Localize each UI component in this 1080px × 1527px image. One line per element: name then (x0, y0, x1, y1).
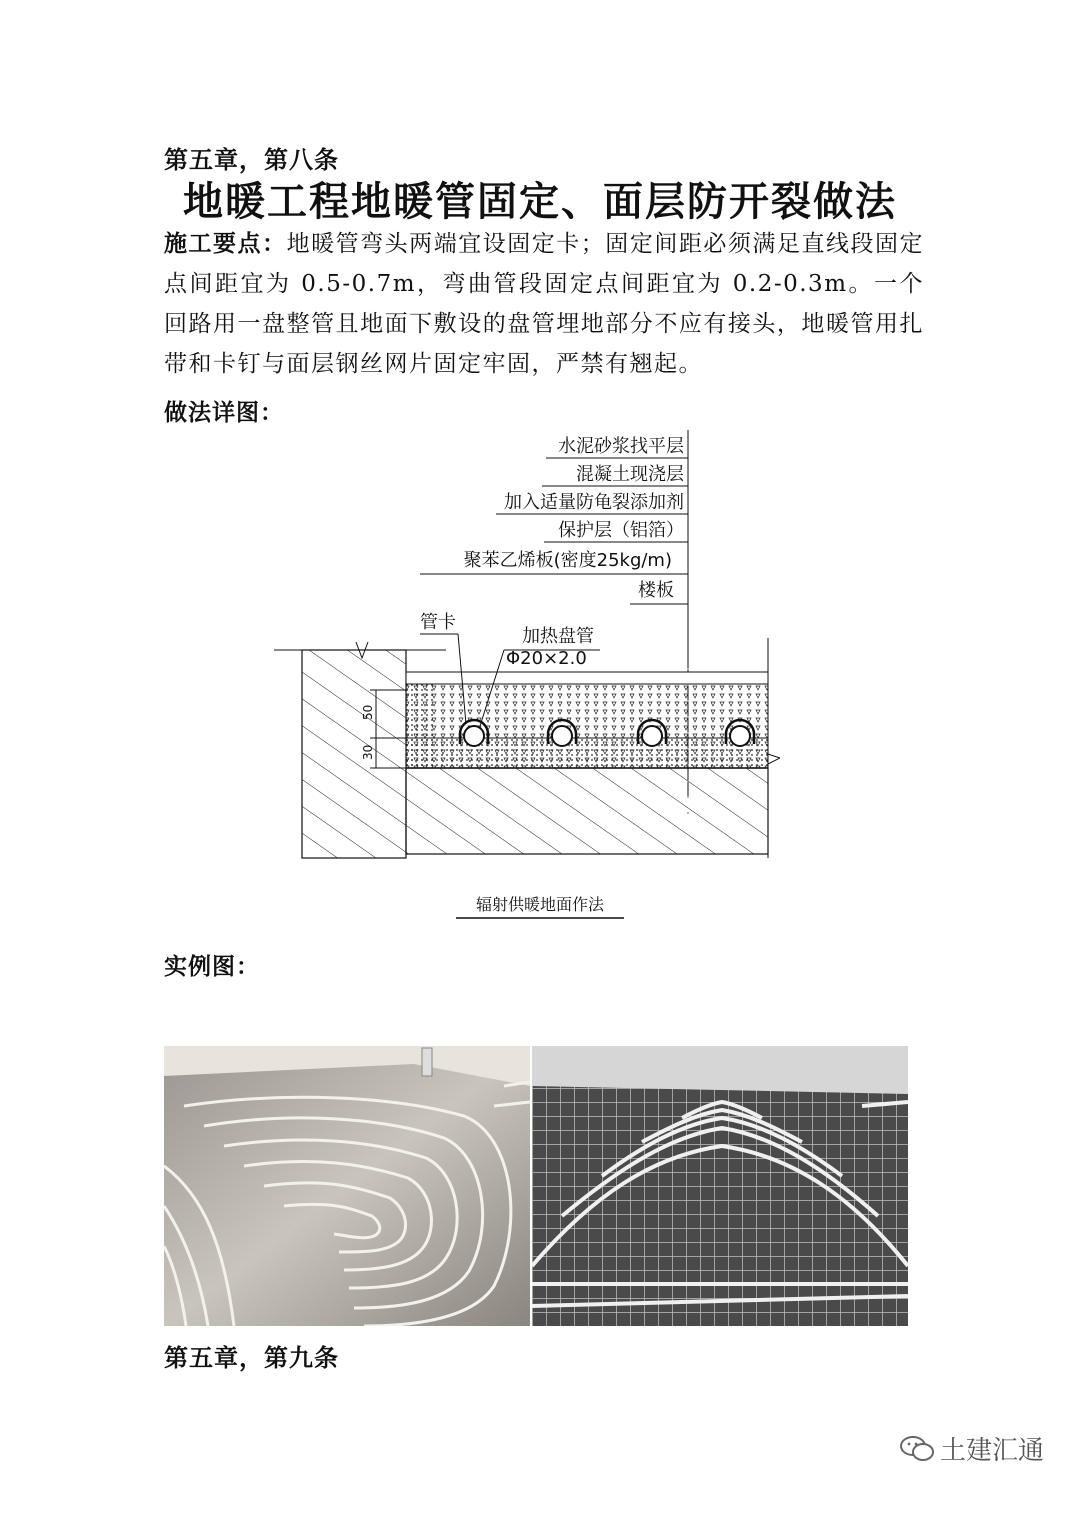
page-title: 地暖工程地暖管固定、面层防开裂做法 (183, 179, 897, 225)
watermark (900, 1430, 1044, 1467)
layer-label-1: 水泥砂浆找平层 (558, 436, 684, 457)
pipe-clip-label: 管卡 (420, 612, 456, 633)
layer-label-6: 楼板 (638, 580, 674, 601)
detail-drawing-label: 做法详图： (164, 400, 284, 426)
photo-pipes-on-foil (164, 1046, 530, 1326)
dimension-top: 50 (361, 704, 375, 720)
layer-label-2: 混凝土现浇层 (576, 464, 684, 485)
chapter-heading-top: 第五章，第八条 (164, 146, 339, 174)
layer-label-4: 保护层（铝箔） (558, 520, 684, 541)
construction-points-label: 施工要点： (164, 231, 287, 257)
wechat-icon (900, 1435, 934, 1463)
figure-caption: 辐射供暖地面作法 (475, 895, 605, 914)
chapter-heading-bottom: 第五章，第九条 (164, 1344, 339, 1372)
dimension-bottom: 30 (361, 744, 375, 760)
construction-points-text: 地暖管弯头两端宜设固定卡；固定间距必须满足直线段固定点间距宜为 0.5-0.7m，弯曲管段固定点间距宜为 0.2-0.3m。一个回路用一盘整管且地面下敷设的盘管埋地部分不应有接头，地暖管用扎带和卡钉与面层钢丝网片固定牢固，严禁有翘起。 (164, 231, 925, 377)
floor-heating-section-drawing (260, 428, 780, 928)
watermark-text: 土建汇通 (940, 1436, 1045, 1466)
example-photos-label: 实例图： (164, 954, 260, 980)
construction-points-paragraph (164, 224, 924, 384)
heating-pipe-spec: Φ20×2.0 (506, 648, 587, 669)
floor-layers (361, 638, 780, 858)
heating-pipe-label: 加热盘管 (522, 626, 594, 647)
layer-label-5: 聚苯乙烯板(密度25kg/m) (463, 550, 672, 571)
layer-label-3: 加入适量防龟裂添加剂 (504, 492, 684, 513)
photo-pipes-on-steel-mesh (532, 1046, 908, 1326)
